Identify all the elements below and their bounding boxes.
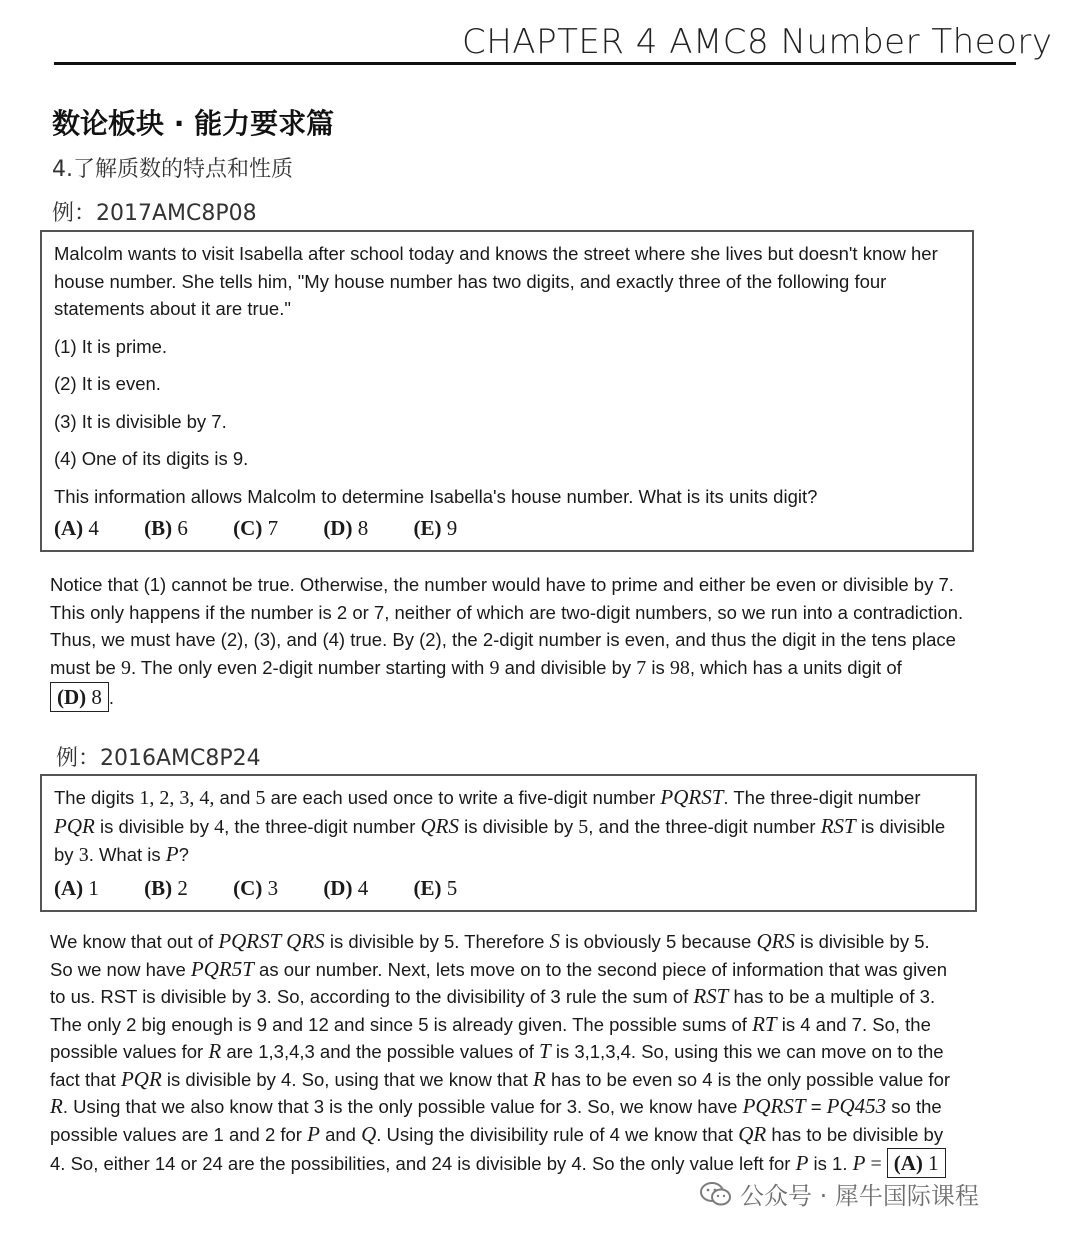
choice-c: (C) 7 xyxy=(233,516,279,540)
header-rule xyxy=(54,62,1016,65)
choice-b: (B) 6 xyxy=(144,516,188,540)
answer-box: (D) 8 xyxy=(50,682,109,712)
problem-text: The digits 1, 2, 3, 4, and 5 are each used once to write a five-digit number PQRST. The three-digit number PQR is divisible by 4, the three-digit number QRS is divisible by 5, and the three-digit number RST is divisible by 3. What is P? xyxy=(54,785,946,866)
statement-4: (4) One of its digits is 9. xyxy=(54,448,249,469)
answer-choices xyxy=(54,516,960,541)
wechat-icon xyxy=(700,1181,732,1207)
example-1-solution: Notice that (1) cannot be true. Otherwise, the number would have to prime and either be even or divisible by 7. This only happens if the number is 2 or 7, neither of which are two-digit numbers, so we run into a contradiction. Thus, we must have (2), (3), and (4) true. By (2), the 2-digit number is even, and thus the digit in the tens place must be 9. The only even 2-digit number starting with 9 and divisible by 7 is 98, which has a units digit of (D) 8 . xyxy=(50,571,965,712)
example-1-problem-box xyxy=(40,230,974,552)
choice-a: (A) 4 xyxy=(54,516,99,540)
topic-heading: 4.了解质数的特点和性质 xyxy=(52,157,293,182)
choice-a: (A) 1 xyxy=(54,875,99,900)
example-2-label: 例：2016AMC8P24 xyxy=(56,746,261,771)
example-1-label: 例：2017AMC8P08 xyxy=(52,201,257,226)
choice-c: (C) 3 xyxy=(233,875,279,900)
statement-3: (3) It is divisible by 7. xyxy=(54,410,227,432)
choice-d: (D) 8 xyxy=(323,516,369,540)
section-heading: 数论板块 · 能力要求篇 xyxy=(52,107,335,140)
choice-b: (B) 2 xyxy=(144,875,188,900)
example-2-solution: We know that out of PQRST QRS is divisible by 5. Therefore S is obviously 5 because QRS is divisible by 5. So we now have PQR5T as our number. Next, lets move on to the second piece of information that was given to us. RST is divisible by 3. So, according to the divisibility of 3 rule the sum of RST has to be a multiple of 3. The only 2 big enough is 9 and 12 and since 5 is already given. The possible sums of RT is 4 and 7. So, the possible values for R are 1,3,4,3 and the possible values of T is 3,1,3,4. So, using this we can move on to the fact that PQR is divisible by 4. So, using that we know that R has to be even so 4 is the only possible value for R. Using that we also know that 3 is the only possible value for 3. So, we know have PQRST = PQ453 so the possible values are 1 and 2 for P and Q. Using the divisibility rule of 4 we know that QR has to be divisible by 4. So, either 14 or 24 are the possibilities, and 24 is divisible by 4. So the only value left for P is 1. P = (A) 1 xyxy=(50,928,955,1179)
problem-intro: Malcolm wants to visit Isabella after school today and knows the street where she lives but doesn't know her house number. She tells him, "My house number has two digits, and exactly three of the following four statements about it are true." xyxy=(54,243,938,319)
statement-2: (2) It is even. xyxy=(54,373,161,394)
choice-d: (D) 4 xyxy=(323,875,369,900)
page-header-title: CHAPTER 4 AMC8 Number Theory xyxy=(462,22,1053,62)
statement-1: (1) It is prime. xyxy=(54,335,168,357)
answer-box: (A) 1 xyxy=(887,1148,946,1178)
watermark xyxy=(700,1176,979,1211)
example-2-problem-box xyxy=(40,774,977,912)
watermark-text: 公众号 · 犀牛国际课程 xyxy=(740,1182,979,1210)
choice-e: (E) 5 xyxy=(413,875,458,900)
problem-question: This information allows Malcolm to determine Isabella's house number. What is its units digit? xyxy=(54,485,818,507)
choice-e: (E) 9 xyxy=(413,516,458,540)
answer-choices xyxy=(54,876,963,901)
